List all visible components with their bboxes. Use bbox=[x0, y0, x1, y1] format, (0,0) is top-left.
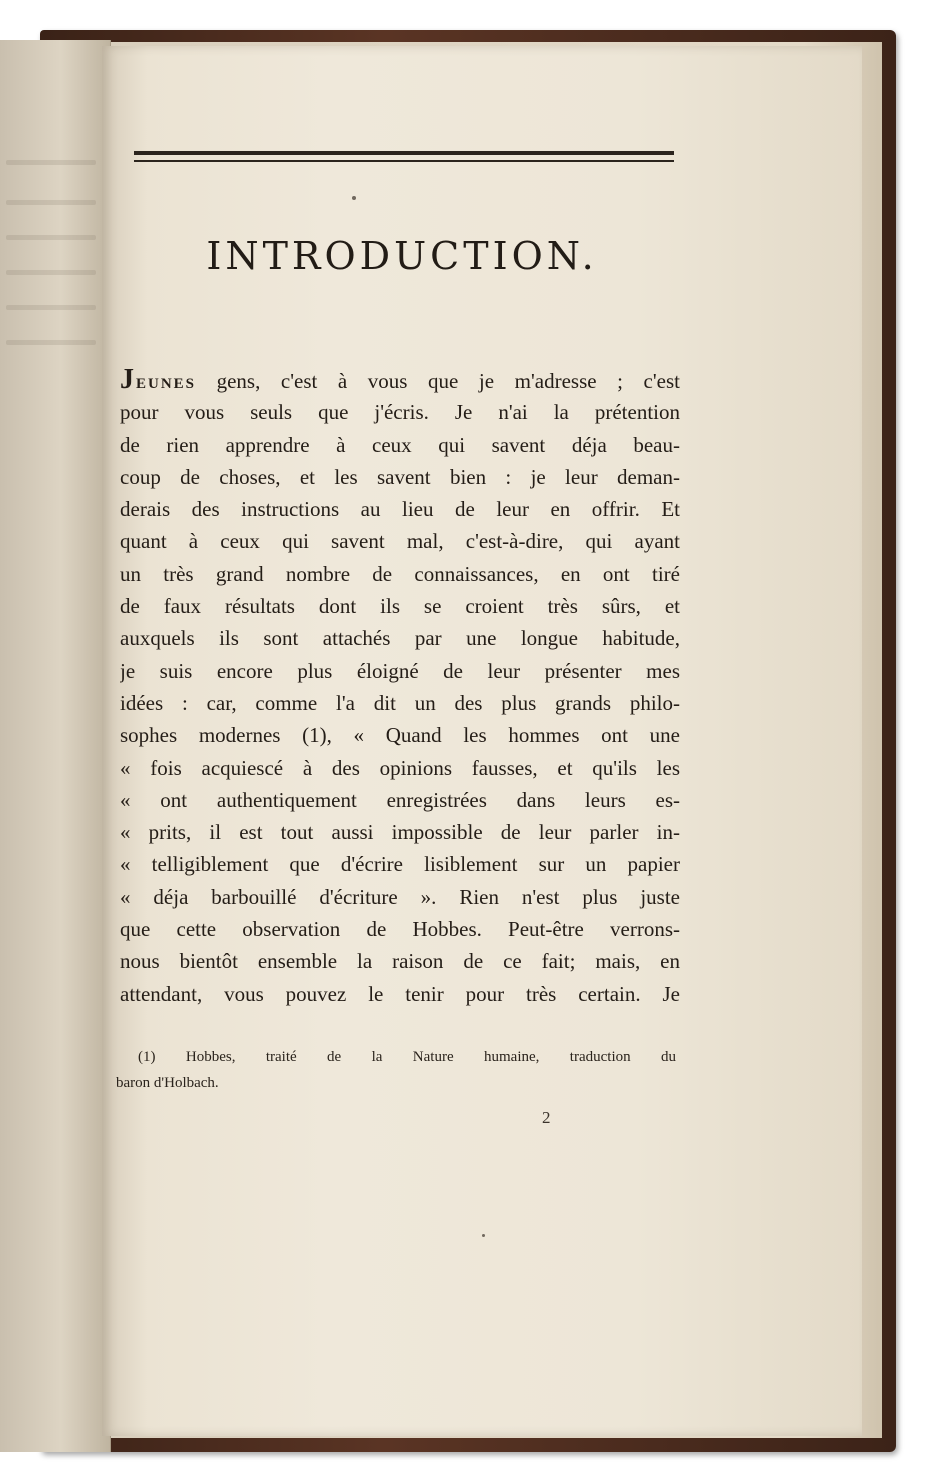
footnote-line: baron d'Holbach. bbox=[116, 1075, 219, 1091]
text-line: pour vous seuls que j'écris. Je n'ai la prétention bbox=[120, 400, 680, 425]
signature-mark: 2 bbox=[542, 1108, 551, 1127]
first-line-rest: gens, c'est à vous que je m'adresse ; c'est bbox=[196, 369, 680, 393]
text-line: « telligiblement que d'écrire lisiblement sur un papier bbox=[120, 852, 680, 877]
ink-speck bbox=[352, 196, 356, 200]
footnote-line: (1) Hobbes, traité de la Nature humaine, traduction du bbox=[138, 1049, 676, 1065]
bleed-through-mark bbox=[6, 160, 96, 165]
bleed-through-mark bbox=[6, 305, 96, 310]
bleed-through-mark bbox=[6, 270, 96, 275]
text-line: derais des instructions au lieu de leur en offrir. Et bbox=[120, 497, 680, 522]
text-line: « ont authentiquement enregistrées dans leurs es- bbox=[120, 787, 680, 812]
text-line: « prits, il est tout aussi impossible de leur parler in- bbox=[120, 820, 680, 845]
bleed-through-mark bbox=[6, 200, 96, 205]
text-line: coup de choses, et les savent bien : je leur deman- bbox=[120, 464, 680, 489]
right-page bbox=[102, 46, 862, 1436]
bleed-through-mark bbox=[6, 340, 96, 345]
text-line: de faux résultats dont ils se croient très sûrs, et bbox=[120, 594, 680, 619]
ink-speck bbox=[482, 1234, 485, 1237]
text-line: « fois acquiescé à des opinions fausses, et qu'ils les bbox=[120, 755, 680, 780]
text-line: de rien apprendre à ceux qui savent déja beau- bbox=[120, 432, 680, 457]
text-line: je suis encore plus éloigné de leur présenter mes bbox=[120, 658, 680, 683]
text-line: idées : car, comme l'a dit un des plus grands philo- bbox=[120, 690, 680, 715]
text-line: attendant, vous pouvez le tenir pour très certain. Je bbox=[120, 981, 680, 1006]
initial-letter: J bbox=[120, 364, 136, 395]
text-line: nous bientôt ensemble la raison de ce fait; mais, en bbox=[120, 949, 680, 974]
footnote bbox=[116, 1044, 676, 1096]
header-rule-thick bbox=[134, 151, 674, 155]
page-title: INTRODUCTION. bbox=[206, 234, 598, 278]
bleed-through-mark bbox=[6, 235, 96, 240]
initial-word-rest: EUNES bbox=[136, 376, 197, 392]
left-page-edge bbox=[0, 40, 111, 1452]
text-line: que cette observation de Hobbes. Peut-être verrons- bbox=[120, 917, 680, 942]
body-text bbox=[120, 364, 680, 1010]
text-line: un très grand nombre de connaissances, en ont tiré bbox=[120, 561, 680, 586]
text-line: sophes modernes (1), « Quand les hommes ont une bbox=[120, 723, 680, 748]
header-rule-thin bbox=[134, 160, 674, 162]
text-line: quant à ceux qui savent mal, c'est-à-dire, qui ayant bbox=[120, 529, 680, 554]
first-line bbox=[120, 364, 680, 396]
text-line: auxquels ils sont attachés par une longue habitude, bbox=[120, 626, 680, 651]
text-line: « déja barbouillé d'écriture ». Rien n'est plus juste bbox=[120, 884, 680, 909]
